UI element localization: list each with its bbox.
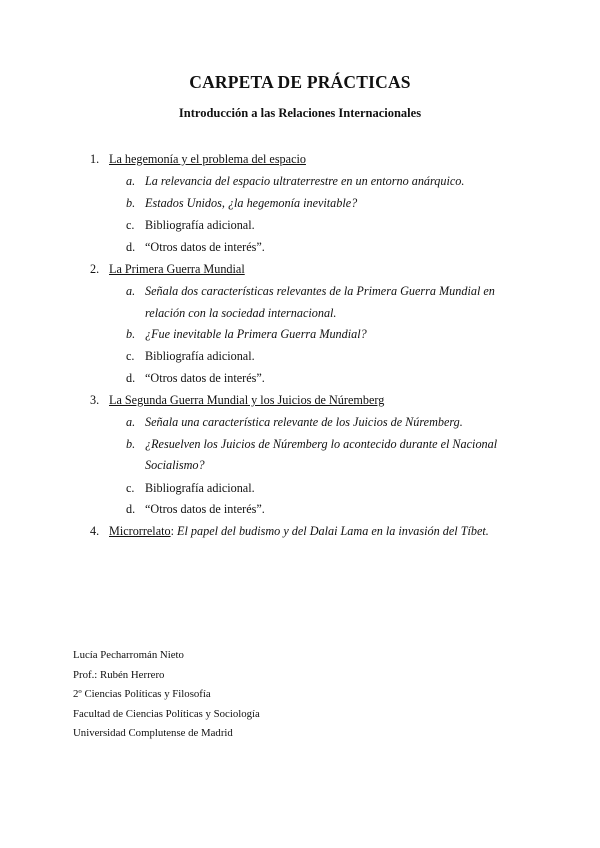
item-letter: b. — [126, 196, 136, 210]
item-text: Señala dos características relevantes de la Primera Guerra Mundial en — [145, 284, 495, 298]
item-text: Bibliografía adicional. — [145, 349, 255, 363]
item-text: Estados Unidos, ¿la hegemonía inevitable? — [145, 196, 358, 210]
section-title: La Primera Guerra Mundial — [109, 262, 245, 276]
section-number: 3. — [90, 393, 100, 407]
item-text: “Otros datos de interés”. — [145, 502, 265, 516]
author-name: Lucía Pecharromán Nieto — [73, 649, 184, 661]
course-name: 2º Ciencias Políticas y Filosofía — [73, 688, 211, 700]
university-name: Universidad Complutense de Madrid — [73, 727, 233, 739]
item-text: La relevancia del espacio ultraterrestre en un entorno anárquico. — [145, 174, 465, 188]
page-title: CARPETA DE PRÁCTICAS — [189, 72, 411, 92]
item-letter: d. — [126, 240, 136, 254]
section-description: El papel del budismo y del Dalai Lama en la invasión del Tíbet. — [177, 524, 489, 538]
section-number: 2. — [90, 262, 100, 276]
item-text: Socialismo? — [145, 458, 205, 472]
item-letter: a. — [126, 284, 136, 298]
section-number: 1. — [90, 152, 100, 166]
author-info — [73, 646, 260, 744]
item-letter: d. — [126, 502, 136, 516]
item-letter: d. — [126, 371, 136, 385]
item-text: relación con la sociedad internacional. — [145, 306, 337, 320]
section-title: La Segunda Guerra Mundial y los Juicios de Núremberg — [109, 393, 385, 407]
professor-name: Prof.: Rubén Herrero — [73, 668, 165, 681]
item-letter: a. — [126, 174, 136, 188]
section-title: La hegemonía y el problema del espacio — [109, 152, 306, 166]
section-title-suffix: : — [170, 524, 174, 538]
item-text: Señala una característica relevante de los Juicios de Núremberg. — [145, 415, 463, 429]
item-letter: a. — [126, 415, 136, 429]
item-text: ¿Resuelven los Juicios de Núremberg lo acontecido durante el Nacional — [145, 437, 498, 451]
item-text: “Otros datos de interés”. — [145, 371, 265, 385]
faculty-name: Facultad de Ciencias Políticas y Sociología — [73, 707, 260, 720]
page-subtitle: Introducción a las Relaciones Internacionales — [178, 106, 422, 120]
item-letter: c. — [126, 349, 135, 363]
item-letter: b. — [126, 327, 136, 341]
item-letter: b. — [126, 437, 136, 451]
item-letter: c. — [126, 481, 135, 495]
section-title: Microrrelato — [109, 524, 171, 538]
item-text: “Otros datos de interés”. — [145, 240, 265, 254]
item-text: Bibliografía adicional. — [145, 481, 255, 495]
section-number: 4. — [90, 524, 100, 538]
section-heading-text — [109, 523, 489, 539]
item-letter: c. — [126, 218, 135, 232]
item-text: Bibliografía adicional. — [145, 218, 255, 232]
item-text: ¿Fue inevitable la Primera Guerra Mundial? — [145, 327, 367, 341]
